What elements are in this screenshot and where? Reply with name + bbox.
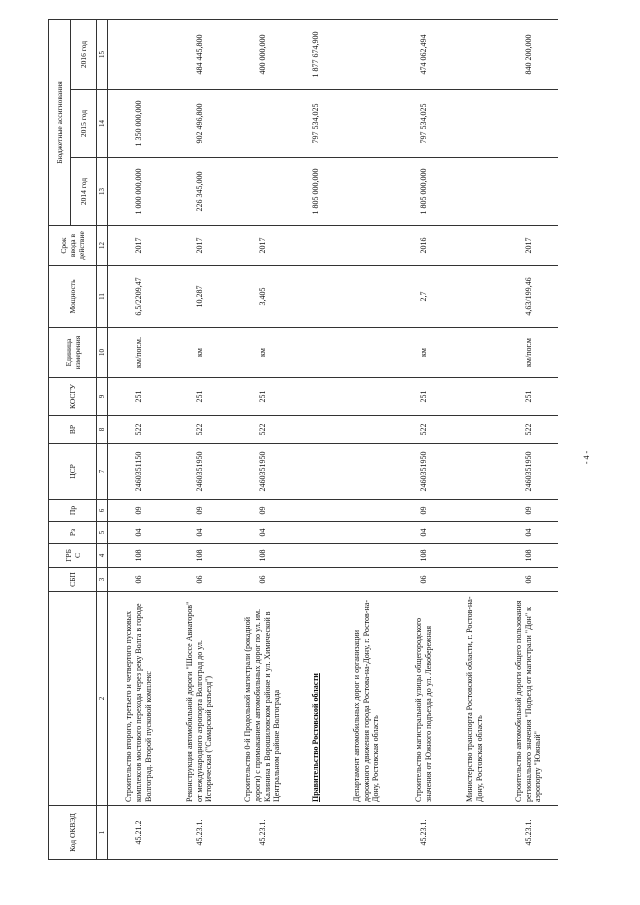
budget-2016-cell bbox=[450, 20, 500, 90]
budget-2014-cell bbox=[336, 158, 398, 226]
header-pr: Пр bbox=[49, 500, 97, 522]
column-number: 2 bbox=[97, 592, 108, 806]
header-term: Срок ввода в действие bbox=[49, 226, 97, 266]
rz-cell: 04 bbox=[108, 522, 170, 544]
term-cell: 2017 bbox=[170, 226, 230, 266]
column-number: 10 bbox=[97, 328, 108, 378]
capacity-cell: 10,287 bbox=[170, 266, 230, 328]
column-number: 15 bbox=[97, 20, 108, 90]
pr-cell: 09 bbox=[230, 500, 296, 522]
okved-cell bbox=[450, 806, 500, 860]
budget-2015-cell bbox=[450, 90, 500, 158]
pr-cell: 09 bbox=[398, 500, 450, 522]
unit-cell: км/пог.м bbox=[500, 328, 558, 378]
budget-2016-cell: 484 445,800 bbox=[170, 20, 230, 90]
term-cell: 2017 bbox=[108, 226, 170, 266]
budget-2016-cell bbox=[336, 20, 398, 90]
page-number: - 4 - bbox=[582, 450, 592, 465]
rz-cell bbox=[336, 522, 398, 544]
unit-cell: км bbox=[170, 328, 230, 378]
name-cell: Строительство автомобильной дороги общего пользования регионального значения "Подъезд от магистрали "Дон" к аэропорту "Южный" bbox=[500, 592, 558, 806]
okved-cell: 45.23.1. bbox=[230, 806, 296, 860]
csr-cell bbox=[336, 444, 398, 500]
budget-2015-cell: 1 350 000,000 bbox=[108, 90, 170, 158]
pr-cell: 09 bbox=[108, 500, 170, 522]
header-csr: ЦСР bbox=[49, 444, 97, 500]
csr-cell bbox=[296, 444, 336, 500]
header-capacity: Мощность bbox=[49, 266, 97, 328]
budget-2015-cell bbox=[336, 90, 398, 158]
pr-cell bbox=[450, 500, 500, 522]
column-number: 3 bbox=[97, 568, 108, 592]
sbp-cell bbox=[336, 568, 398, 592]
column-number: 7 bbox=[97, 444, 108, 500]
rz-cell: 04 bbox=[398, 522, 450, 544]
vr-cell: 522 bbox=[170, 416, 230, 444]
vr-cell: 522 bbox=[398, 416, 450, 444]
header-unit: Единица измерения bbox=[49, 328, 97, 378]
csr-cell: 2460351950 bbox=[398, 444, 450, 500]
header-2015: 2015 год bbox=[71, 90, 97, 158]
grbs-cell: 108 bbox=[230, 544, 296, 568]
name-cell: Строительство магистральной улицы общегородского значения от Южного подъезда до ул. Левобережная bbox=[398, 592, 450, 806]
term-cell: 2016 bbox=[398, 226, 450, 266]
budget-2014-cell bbox=[230, 158, 296, 226]
okved-cell: 45.23.1. bbox=[170, 806, 230, 860]
okved-cell bbox=[336, 806, 398, 860]
table-row bbox=[108, 20, 170, 860]
column-number: 14 bbox=[97, 90, 108, 158]
column-number: 13 bbox=[97, 158, 108, 226]
table-body bbox=[108, 20, 558, 860]
budget-2016-cell: 840 200,000 bbox=[500, 20, 558, 90]
okved-cell: 45.23.1. bbox=[398, 806, 450, 860]
column-numbers-row bbox=[97, 20, 108, 860]
term-cell: 2017 bbox=[500, 226, 558, 266]
grbs-cell: 108 bbox=[108, 544, 170, 568]
header-2016: 2016 год bbox=[71, 20, 97, 90]
capacity-cell bbox=[336, 266, 398, 328]
column-number: 1 bbox=[97, 806, 108, 860]
budget-2016-cell: 1 877 674,900 bbox=[296, 20, 336, 90]
unit-cell: км bbox=[398, 328, 450, 378]
table-row bbox=[336, 20, 398, 860]
unit-cell: км/пог.м. bbox=[108, 328, 170, 378]
grbs-cell: 108 bbox=[500, 544, 558, 568]
table-row bbox=[230, 20, 296, 860]
rz-cell: 04 bbox=[170, 522, 230, 544]
column-number: 6 bbox=[97, 500, 108, 522]
budget-2016-cell: 400 000,000 bbox=[230, 20, 296, 90]
header-name bbox=[49, 592, 97, 806]
table-row bbox=[296, 20, 336, 860]
name-cell: Строительство второго, третьего и четвертого пусковых комплексов мостового перехода через реку Волга в городе Волгоград. Второй пусковой комплекс bbox=[108, 592, 170, 806]
column-number: 12 bbox=[97, 226, 108, 266]
column-number: 4 bbox=[97, 544, 108, 568]
table-row bbox=[398, 20, 450, 860]
kosgu-cell bbox=[450, 378, 500, 416]
sbp-cell: 06 bbox=[500, 568, 558, 592]
kosgu-cell: 251 bbox=[170, 378, 230, 416]
kosgu-cell: 251 bbox=[398, 378, 450, 416]
budget-2014-cell: 1 000 000,000 bbox=[108, 158, 170, 226]
budget-2016-cell: 474 062,494 bbox=[398, 20, 450, 90]
budget-2014-cell: 1 805 000,000 bbox=[398, 158, 450, 226]
table-row bbox=[170, 20, 230, 860]
capacity-cell bbox=[450, 266, 500, 328]
csr-cell: 2460351950 bbox=[500, 444, 558, 500]
kosgu-cell: 251 bbox=[108, 378, 170, 416]
budget-2014-cell: 1 805 000,000 bbox=[296, 158, 336, 226]
term-cell bbox=[296, 226, 336, 266]
name-cell: Реконструкция автомобильной дороги "Шоссе Авиаторов" от международного аэропорта Волгоград до ул. Историческая ("Самарский разъезд") bbox=[170, 592, 230, 806]
header-2014: 2014 год bbox=[71, 158, 97, 226]
grbs-cell: 108 bbox=[398, 544, 450, 568]
unit-cell bbox=[296, 328, 336, 378]
pr-cell: 09 bbox=[170, 500, 230, 522]
csr-cell: 2460351950 bbox=[170, 444, 230, 500]
okved-cell: 45.23.1. bbox=[500, 806, 558, 860]
sbp-cell bbox=[296, 568, 336, 592]
sbp-cell bbox=[450, 568, 500, 592]
column-number: 9 bbox=[97, 378, 108, 416]
term-cell: 2017 bbox=[230, 226, 296, 266]
budget-2014-cell: 226 345,000 bbox=[170, 158, 230, 226]
pr-cell bbox=[336, 500, 398, 522]
vr-cell: 522 bbox=[230, 416, 296, 444]
unit-cell: км bbox=[230, 328, 296, 378]
pr-cell bbox=[296, 500, 336, 522]
sbp-cell: 06 bbox=[108, 568, 170, 592]
rz-cell bbox=[296, 522, 336, 544]
csr-cell bbox=[450, 444, 500, 500]
sbp-cell: 06 bbox=[230, 568, 296, 592]
grbs-cell: 108 bbox=[170, 544, 230, 568]
name-cell: Правительство Ростовской области bbox=[296, 592, 336, 806]
capacity-cell: 6,5/2209,47 bbox=[108, 266, 170, 328]
name-cell: Строительство 0-й Продольной магистрали (рокадной дороги) с примыканием автомобильных дорог по ул. им. Калинина в Ворошиловском районе и ул. Химической в Центральном районе Волгограда bbox=[230, 592, 296, 806]
budget-2015-cell: 797 534,025 bbox=[296, 90, 336, 158]
vr-cell bbox=[336, 416, 398, 444]
capacity-cell: 3,405 bbox=[230, 266, 296, 328]
vr-cell: 522 bbox=[500, 416, 558, 444]
vr-cell: 522 bbox=[108, 416, 170, 444]
sbp-cell: 06 bbox=[398, 568, 450, 592]
budget-2014-cell bbox=[450, 158, 500, 226]
sbp-cell: 06 bbox=[170, 568, 230, 592]
grbs-cell bbox=[336, 544, 398, 568]
header-rz: Рз bbox=[49, 522, 97, 544]
unit-cell bbox=[450, 328, 500, 378]
kosgu-cell bbox=[296, 378, 336, 416]
rotated-table-container bbox=[48, 20, 618, 860]
header-sbp: СБП bbox=[49, 568, 97, 592]
capacity-cell bbox=[296, 266, 336, 328]
column-number: 8 bbox=[97, 416, 108, 444]
kosgu-cell bbox=[336, 378, 398, 416]
budget-2015-cell bbox=[500, 90, 558, 158]
budget-2014-cell bbox=[500, 158, 558, 226]
header-budget: Бюджетные ассигнования bbox=[49, 20, 71, 226]
header-kosgu: КОСГУ bbox=[49, 378, 97, 416]
budget-2015-cell bbox=[230, 90, 296, 158]
pr-cell: 09 bbox=[500, 500, 558, 522]
grbs-cell bbox=[450, 544, 500, 568]
budget-table bbox=[48, 19, 558, 860]
csr-cell: 2460351950 bbox=[230, 444, 296, 500]
kosgu-cell: 251 bbox=[500, 378, 558, 416]
term-cell bbox=[450, 226, 500, 266]
column-number: 11 bbox=[97, 266, 108, 328]
kosgu-cell: 251 bbox=[230, 378, 296, 416]
okved-cell bbox=[296, 806, 336, 860]
grbs-cell bbox=[296, 544, 336, 568]
table-row bbox=[500, 20, 558, 860]
vr-cell bbox=[296, 416, 336, 444]
rz-cell: 04 bbox=[230, 522, 296, 544]
name-cell: Департамент автомобильных дорог и организации дорожного движения города Ростова-на-Дону, г. Ростов-на-Дону, Ростовская область bbox=[336, 592, 398, 806]
table-row bbox=[450, 20, 500, 860]
header-grbs: ГРБ С bbox=[49, 544, 97, 568]
rz-cell bbox=[450, 522, 500, 544]
name-cell: Министерство транспорта Ростовской области, г. Ростов-на-Дону, Ростовская область bbox=[450, 592, 500, 806]
header-okved: Код ОКВЭД bbox=[49, 806, 97, 860]
budget-2016-cell bbox=[108, 20, 170, 90]
budget-2015-cell: 902 496,800 bbox=[170, 90, 230, 158]
unit-cell bbox=[336, 328, 398, 378]
capacity-cell: 2,7 bbox=[398, 266, 450, 328]
term-cell bbox=[336, 226, 398, 266]
csr-cell: 2460351150 bbox=[108, 444, 170, 500]
capacity-cell: 4,63/199,46 bbox=[500, 266, 558, 328]
header-vr: ВР bbox=[49, 416, 97, 444]
budget-2015-cell: 797 534,025 bbox=[398, 90, 450, 158]
okved-cell: 45.21.2 bbox=[108, 806, 170, 860]
column-number: 5 bbox=[97, 522, 108, 544]
vr-cell bbox=[450, 416, 500, 444]
rz-cell: 04 bbox=[500, 522, 558, 544]
